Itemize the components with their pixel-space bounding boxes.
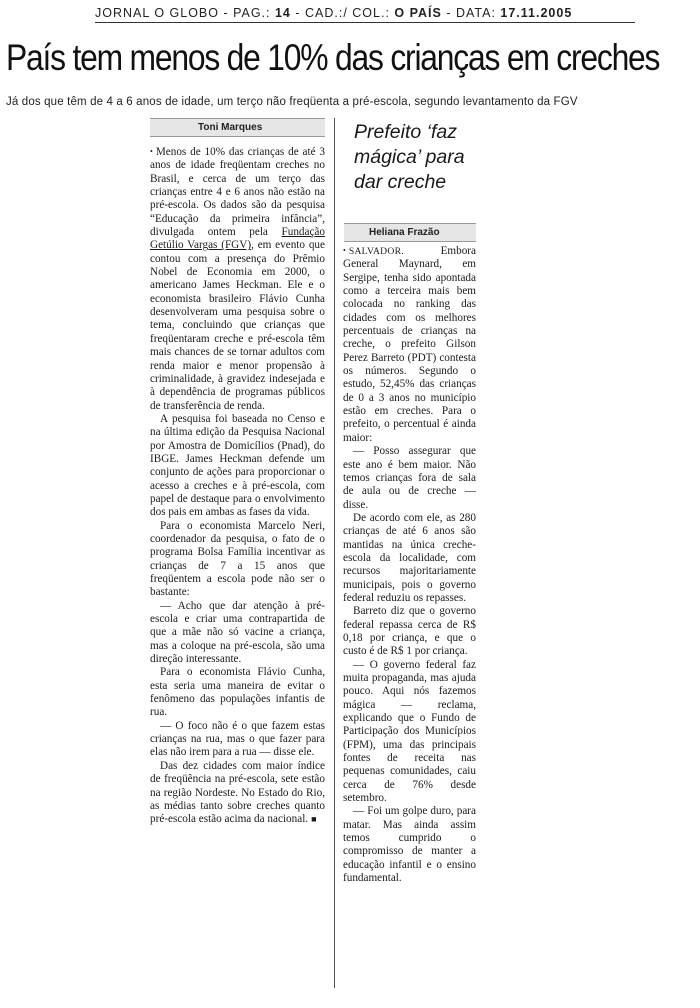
bullet-icon: •	[150, 147, 153, 156]
paragraph: • Menos de 10% das crianças de até 3 anos de idade freqüentam creches no Brasil, e cerca de um terço das crianças entre 4 e 6 anos não estão na pré-escola. Os dados são da pesquisa “Educação da primeira infância”, divulgada ontem pela Fundação Getúlio Vargas (FGV), em evento que contou com a presença do Prêmio Nobel de Economia em 2000, o americano James Heckman. Ele e o economista brasileiro Flávio Cunha desenvolveram uma pesquisa sobre o tema, concluindo que crianças que freqüentaram creche e pré-escola têm mais chances de se tornar adultos com renda maior e menor propensão à criminalidade, à gravidez indesejada e à dependência de programas públicos de transferência de renda.	[150, 146, 325, 412]
quote-paragraph: — O governo federal faz muita propaganda, mas ajuda pouco. Aqui nós fazemos mágica — reclama, explicando que o Fundo de Participação dos Municípios (FPM), uma das principais fontes de receita nas pequenas comunidades, caiu cerca de 76% desde setembro.	[343, 658, 476, 805]
quote-paragraph: — Acho que dar atenção à pré-escola e criar uma contrapartida de que a mãe não só vacine a criança, mas a coloque na pré-escola, são uma direção interessante.	[150, 599, 325, 666]
paragraph: Para o economista Flávio Cunha, esta seria uma maneira de evitar o fenômeno das populações infantis de rua.	[150, 666, 325, 719]
headline: País tem menos de 10% das crianças em creches	[6, 37, 660, 78]
publication-date: 17.11.2005	[500, 6, 573, 20]
main-article-body	[150, 145, 325, 827]
newspaper-name: JORNAL O GLOBO	[95, 6, 219, 20]
subheadline: Já dos que têm de 4 a 6 anos de idade, um terço não freqüenta a pré-escola, segundo levantamento da FGV	[6, 96, 578, 108]
paragraph: Das dez cidades com maior índice de freqüência na pré-escola, sete estão na região Nordeste. No Estado do Rio, as médias tanto sobre creches quanto pré-escola estão acima da nacional. ■	[150, 759, 325, 826]
quote-paragraph: — Foi um golpe duro, para matar. Mas ainda assim temos cumprido o compromisso de manter a educação infantil e o ensino fundamental.	[343, 805, 476, 885]
side-article-body	[343, 244, 476, 886]
side-byline: Heliana Frazão	[344, 223, 476, 242]
side-article-title: Prefeito ‘faz mágica’ para dar creche	[354, 121, 465, 193]
main-byline: Toni Marques	[150, 118, 325, 137]
dateline: SALVADOR.	[348, 246, 405, 257]
bullet-icon: •	[343, 246, 346, 255]
paragraph: De acordo com ele, as 280 crianças de até 6 anos são mantidas na única creche-escola da localidade, com recursos majoritariamente municipais, pois o governo federal reduziu os repasses.	[343, 511, 476, 604]
column-divider	[334, 118, 335, 988]
newspaper-header: JORNAL O GLOBO - PAG.: 14 - CAD.:/ COL.: O PAÍS - DATA: 17.11.2005	[95, 6, 635, 23]
quote-paragraph: — O foco não é o que fazem estas crianças na rua, mas o que fazer para elas não irem para a rua — disse ele.	[150, 719, 325, 759]
page-number: 14	[274, 6, 291, 20]
end-mark-icon: ■	[311, 814, 317, 825]
paragraph: A pesquisa foi baseada no Censo e na última edição da Pesquisa Nacional por Amostra de Domicílios (Pnad), do IBGE. James Heckman defende um conjunto de ações para proporcionar o acesso a creches e à pré-escola, com papel de destaque para o envolvimento dos pais em ambas as fases da vida.	[150, 412, 325, 519]
paragraph: Barreto diz que o governo federal repassa cerca de R$ 0,18 por criança, e que o custo é de R$ 1 por criança.	[343, 605, 476, 658]
quote-paragraph: — Posso assegurar que este ano é bem maior. Não temos crianças fora de sala de aula ou de creche — disse.	[343, 445, 476, 511]
paragraph: Para o economista Marcelo Neri, coordenador da pesquisa, o fato de o programa Bolsa Família incentivar as crianças de 7 a 15 anos que freqüentem a escola pode não ser o bastante:	[150, 519, 325, 599]
fgv-reference: Fundação Getúlio Vargas (FGV)	[150, 226, 325, 252]
section-name: O PAÍS	[394, 6, 442, 20]
paragraph: • SALVADOR. Embora General Maynard, em Sergipe, tenha sido apontada como a terceira mais bem colocada no ranking das cidades com os melhores percentuais de crianças na creche, o prefeito Gilson Perez Barreto (PDT) contesta os números. Segundo o estudo, 52,45% das crianças de 0 a 3 anos no município estão em creches. Para o prefeito, o percentual é ainda maior:	[343, 245, 476, 444]
